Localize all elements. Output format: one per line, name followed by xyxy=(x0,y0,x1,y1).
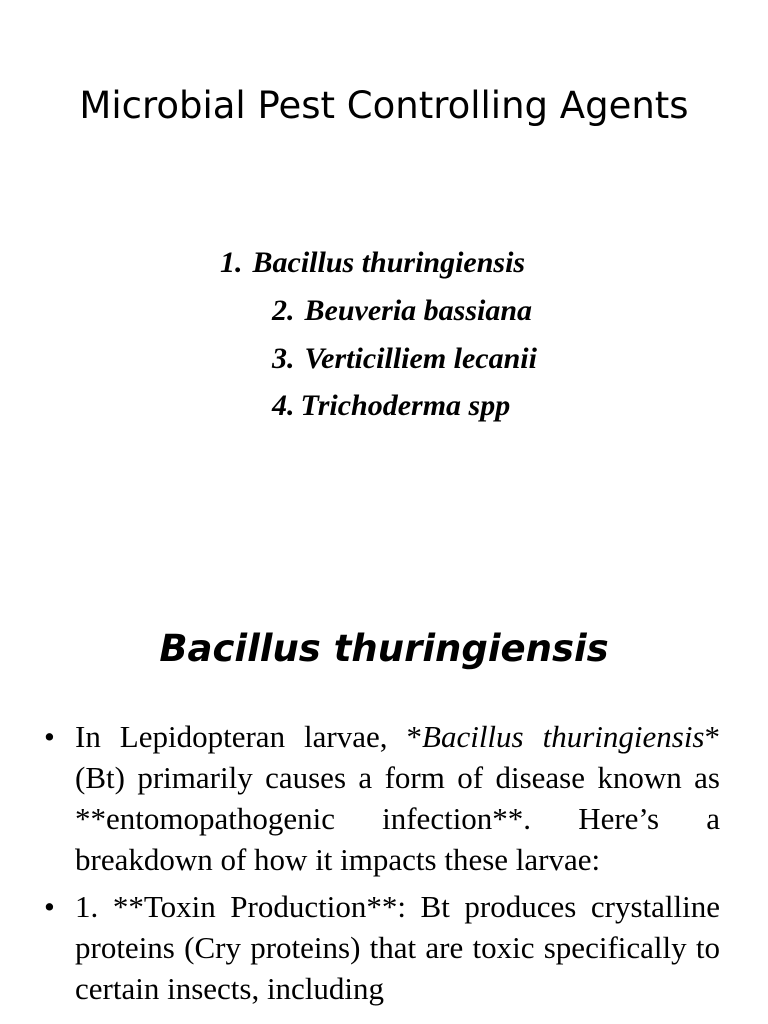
bullet-text-post: * (Bt) primarily causes a form of disease known as **entomopathogenic infection**. Here’s a breakdown of how it impacts these larvae: xyxy=(75,719,720,877)
agent-number: 4. xyxy=(272,389,295,422)
section-title: Bacillus thuringiensis xyxy=(159,627,609,670)
agent-name: Trichoderma spp xyxy=(300,389,511,422)
agent-name: Verticilliem lecanii xyxy=(304,342,537,375)
agent-name: Bacillus thuringiensis xyxy=(252,246,526,279)
bullet-list xyxy=(0,716,768,1015)
bullet-item xyxy=(0,716,720,880)
agent-list-item xyxy=(220,243,525,283)
agent-number: 1. xyxy=(220,246,243,279)
agent-list-item xyxy=(272,386,510,426)
slide-title: Microbial Pest Controlling Agents xyxy=(79,84,689,127)
bullet-text-pre: 1. **Toxin Production**: Bt produces crystalline proteins (Cry proteins) that are toxic specifically to certain insects, including xyxy=(75,889,720,1006)
agent-list-item xyxy=(272,291,532,331)
bullet-text-pre: In Lepidopteran larvae, * xyxy=(75,719,423,754)
bullet-text-italic: Bacillus thuringiensis xyxy=(422,719,705,754)
agent-number: 2. xyxy=(272,294,295,327)
agent-list-item xyxy=(272,339,537,379)
bullet-dot: • xyxy=(44,889,55,924)
agent-number: 3. xyxy=(272,342,295,375)
agent-name: Beuveria bassiana xyxy=(304,294,533,327)
bullet-item xyxy=(0,886,720,1009)
bullet-dot: • xyxy=(44,719,55,754)
